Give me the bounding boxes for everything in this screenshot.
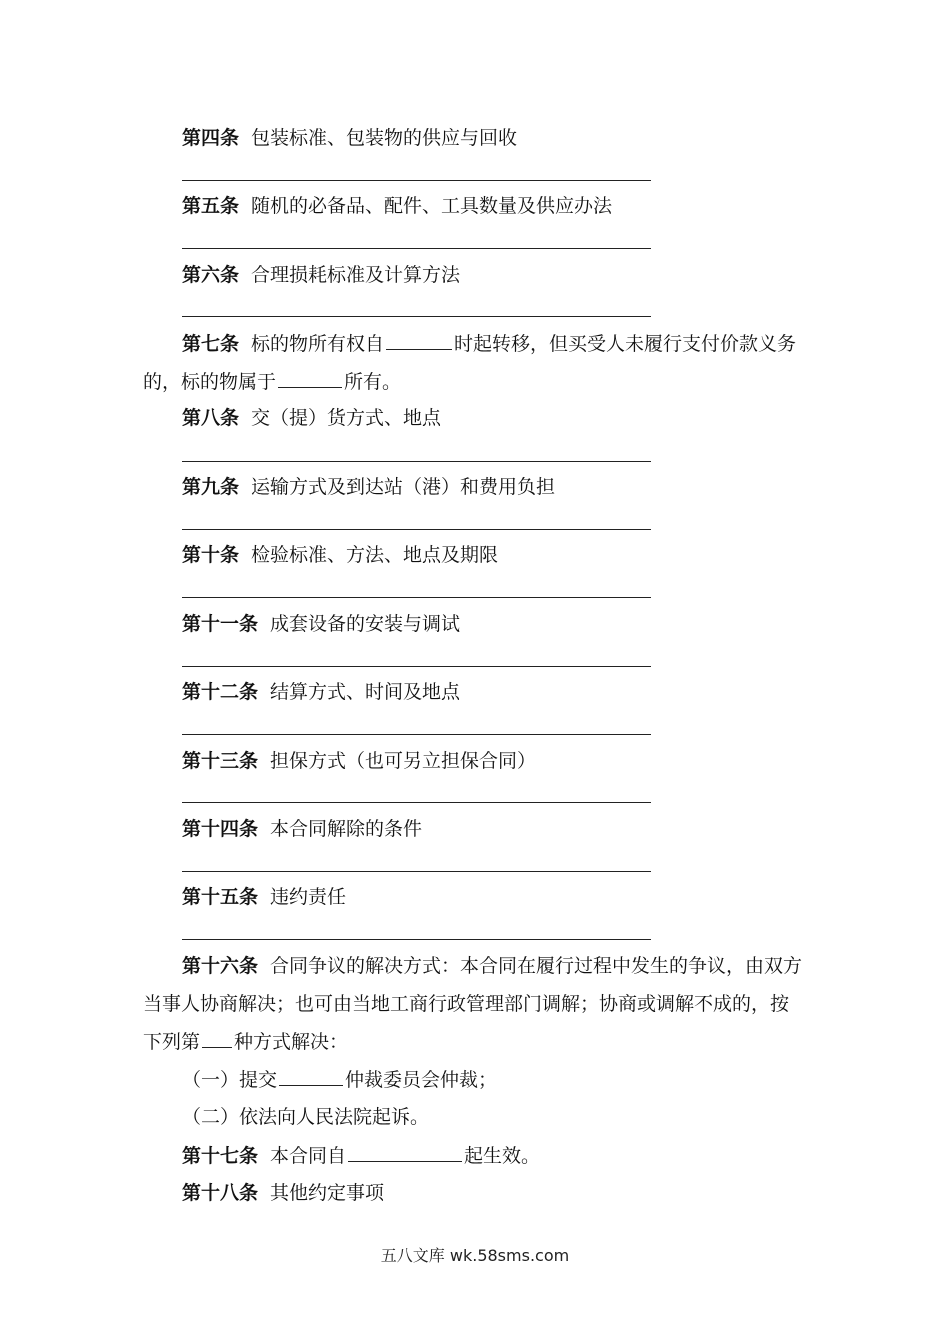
article-number: 第十一条 xyxy=(182,613,259,635)
fill-line xyxy=(182,316,651,317)
article-text: 标的物所有权自 xyxy=(251,333,385,355)
fill-line xyxy=(182,597,651,598)
article-text: 的，标的物属于 xyxy=(143,371,277,393)
article-title: 违约责任 xyxy=(270,886,347,908)
article-text: 本合同自 xyxy=(270,1145,347,1167)
article-title: 交（提）货方式、地点 xyxy=(251,407,442,429)
article-18 xyxy=(182,1181,384,1205)
article-text: 时起转移，但买受人未履行支付价款义务 xyxy=(454,333,797,355)
fill-line xyxy=(182,529,651,530)
article-title: 运输方式及到达站（港）和费用负担 xyxy=(251,476,556,498)
article-8 xyxy=(182,406,441,430)
blank-field xyxy=(279,1067,343,1086)
article-number: 第八条 xyxy=(182,407,240,429)
article-16-cont-2 xyxy=(143,1029,348,1054)
footer-watermark: 五八文库 wk.58sms.com xyxy=(380,1246,570,1265)
article-title: 本合同解除的条件 xyxy=(270,818,423,840)
option-label: （一）提交 xyxy=(182,1069,278,1091)
option-2 xyxy=(182,1105,429,1129)
blank-field xyxy=(348,1143,462,1162)
fill-line xyxy=(182,871,651,872)
article-16-cont-1 xyxy=(143,992,789,1016)
article-number: 第十八条 xyxy=(182,1182,259,1204)
article-number: 第十三条 xyxy=(182,750,259,772)
article-number: 第七条 xyxy=(182,333,240,355)
fill-line xyxy=(182,666,651,667)
option-text: 仲裁委员会仲裁； xyxy=(345,1069,498,1091)
article-text: 当事人协商解决；也可由当地工商行政管理部门调解；协商或调解不成的，按 xyxy=(143,993,790,1015)
article-number: 第五条 xyxy=(182,195,240,217)
article-number: 第十二条 xyxy=(182,681,259,703)
article-5 xyxy=(182,194,612,218)
option-1 xyxy=(182,1067,497,1092)
option-label: （二）依法向人民法院起诉。 xyxy=(182,1106,430,1128)
article-9 xyxy=(182,475,555,499)
article-text: 所有。 xyxy=(344,371,402,393)
article-10 xyxy=(182,543,498,567)
article-title: 结算方式、时间及地点 xyxy=(270,681,461,703)
article-number: 第六条 xyxy=(182,264,240,286)
article-title: 其他约定事项 xyxy=(270,1182,385,1204)
article-12 xyxy=(182,680,460,704)
article-15 xyxy=(182,885,346,909)
article-17 xyxy=(182,1143,540,1168)
article-title: 成套设备的安装与调试 xyxy=(270,613,461,635)
blank-field xyxy=(386,331,452,350)
article-text: 下列第 xyxy=(143,1031,201,1053)
article-7-cont xyxy=(143,369,401,394)
article-text: 起生效。 xyxy=(464,1145,541,1167)
article-title: 包装标准、包装物的供应与回收 xyxy=(251,127,518,149)
article-number: 第十四条 xyxy=(182,818,259,840)
fill-line xyxy=(182,461,651,462)
article-6 xyxy=(182,263,460,287)
article-7 xyxy=(182,331,796,356)
article-4 xyxy=(182,126,517,150)
fill-line xyxy=(182,180,651,181)
article-title: 检验标准、方法、地点及期限 xyxy=(251,544,499,566)
fill-line xyxy=(182,248,651,249)
fill-line xyxy=(182,734,651,735)
fill-line xyxy=(182,802,651,803)
article-number: 第十五条 xyxy=(182,886,259,908)
article-number: 第十七条 xyxy=(182,1145,259,1167)
article-title: 随机的必备品、配件、工具数量及供应办法 xyxy=(251,195,613,217)
article-13 xyxy=(182,749,536,773)
article-16 xyxy=(182,954,802,978)
fill-line xyxy=(182,939,651,940)
article-11 xyxy=(182,612,460,636)
article-number: 第十六条 xyxy=(182,955,259,977)
article-14 xyxy=(182,817,422,841)
article-number: 第九条 xyxy=(182,476,240,498)
article-text: 合同争议的解决方式：本合同在履行过程中发生的争议，由双方 xyxy=(270,955,803,977)
article-number: 第四条 xyxy=(182,127,240,149)
blank-field xyxy=(278,369,342,388)
article-text: 种方式解决： xyxy=(234,1031,349,1053)
blank-field xyxy=(202,1029,232,1048)
article-title: 合理损耗标准及计算方法 xyxy=(251,264,461,286)
article-number: 第十条 xyxy=(182,544,240,566)
article-title: 担保方式（也可另立担保合同） xyxy=(270,750,537,772)
